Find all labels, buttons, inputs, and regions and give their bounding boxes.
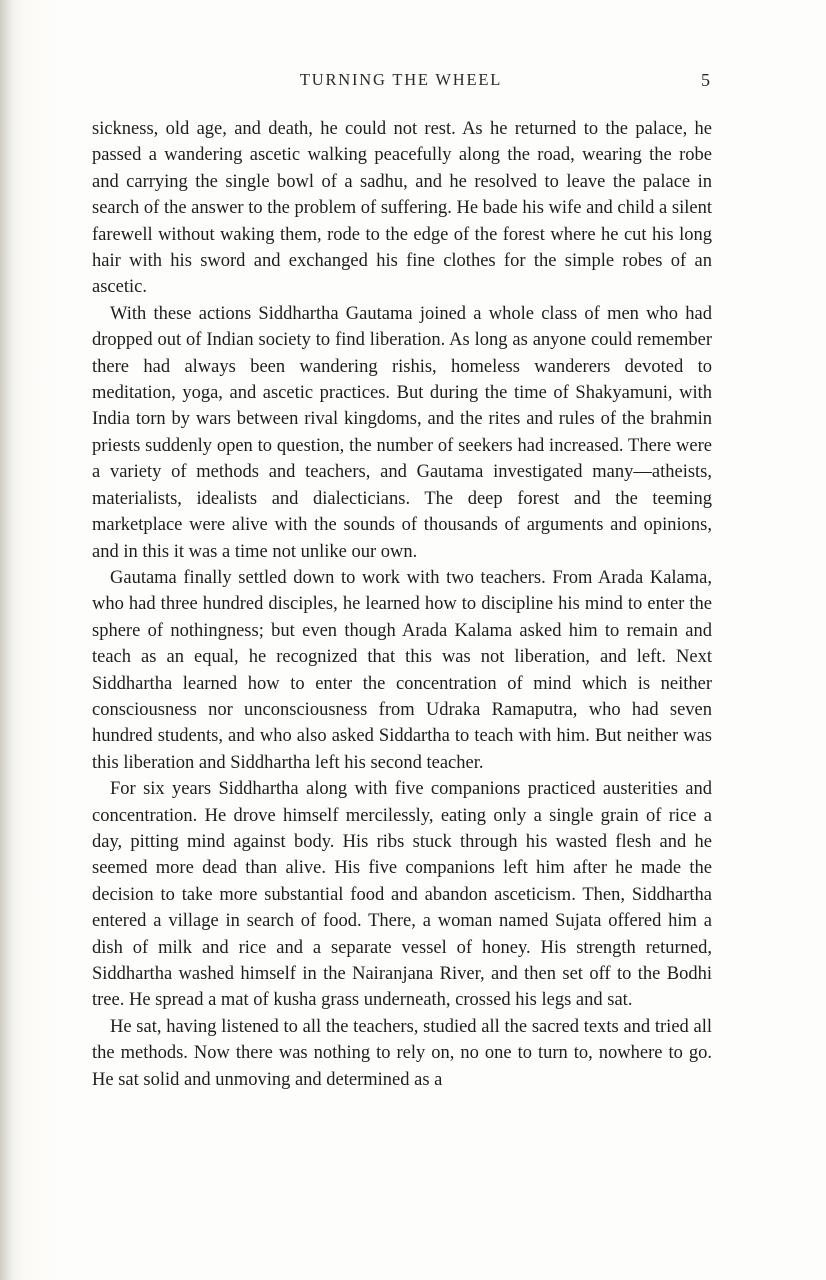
- running-title: TURNING THE WHEEL: [299, 70, 503, 89]
- paragraph-5: He sat, having listened to all the teachers, studied all the sacred texts and tried all the methods. Now there was nothing to rely on, no one to turn to, nowhere to go. He sat solid and unmoving and determined as a: [92, 1016, 712, 1090]
- paragraph-3: Gautama finally settled down to work with two teachers. From Arada Kalama, who had three hundred disciples, he learned how to discipline his mind to enter the sphere of nothingness; but even though Arada Kalama asked him to remain and teach as an equal, he recognized that this was not liberation, and left. Next Siddhartha learned how to enter the concentration of mind which is neither consciousness nor unconsciousness from Udraka Ramaputra, who had seven hundred students, and who also asked Siddartha to teach with him. But neither was this liberation and Siddhartha left his second teacher.: [92, 567, 712, 773]
- paragraph-4: For six years Siddhartha along with five companions practiced austerities and concentration. He drove himself mercilessly, eating only a single grain of rice a day, pitting mind against body. His ribs stuck through his wasted flesh and he seemed more dead than alive. His five companions left him after he made the decision to take more substantial food and abandon asceticism. Then, Siddhartha entered a village in search of food. There, a woman named Sujata offered him a dish of milk and rice and a separate vessel of honey. His strength returned, Siddhartha washed himself in the Nairanjana River, and then set off to the Bodhi tree. He spread a mat of kusha grass underneath, crossed his legs and sat.: [92, 779, 712, 1011]
- page-number: 5: [701, 70, 710, 90]
- body-text: [92, 116, 712, 1093]
- gutter-shadow: [0, 0, 14, 1280]
- running-head: [90, 68, 712, 92]
- paragraph-1: sickness, old age, and death, he could not rest. As he returned to the palace, he passed a wandering ascetic walking peacefully along the road, wearing the robe and carrying the single bowl of a sadhu, and he resolved to leave the palace in search of the answer to the problem of suffering. He bade his wife and child a silent farewell without waking them, rode to the edge of the forest where he cut his long hair with his sword and exchanged his fine clothes for the simple robes of an ascetic.: [92, 119, 712, 298]
- paragraph-2: With these actions Siddhartha Gautama joined a whole class of men who had dropped out of Indian society to find liberation. As long as anyone could remember there had always been wandering rishis, homeless wanderers devoted to meditation, yoga, and ascetic practices. But during the time of Shakyamuni, with India torn by wars between rival kingdoms, and the rites and rules of the brahmin priests suddenly open to question, the number of seekers had increased. There were a variety of methods and teachers, and Gautama investigated many—atheists, materialists, idealists and dialecticians. The deep forest and the teeming marketplace were alive with the sounds of thousands of arguments and opinions, and in this it was a time not unlike our own.: [92, 303, 712, 562]
